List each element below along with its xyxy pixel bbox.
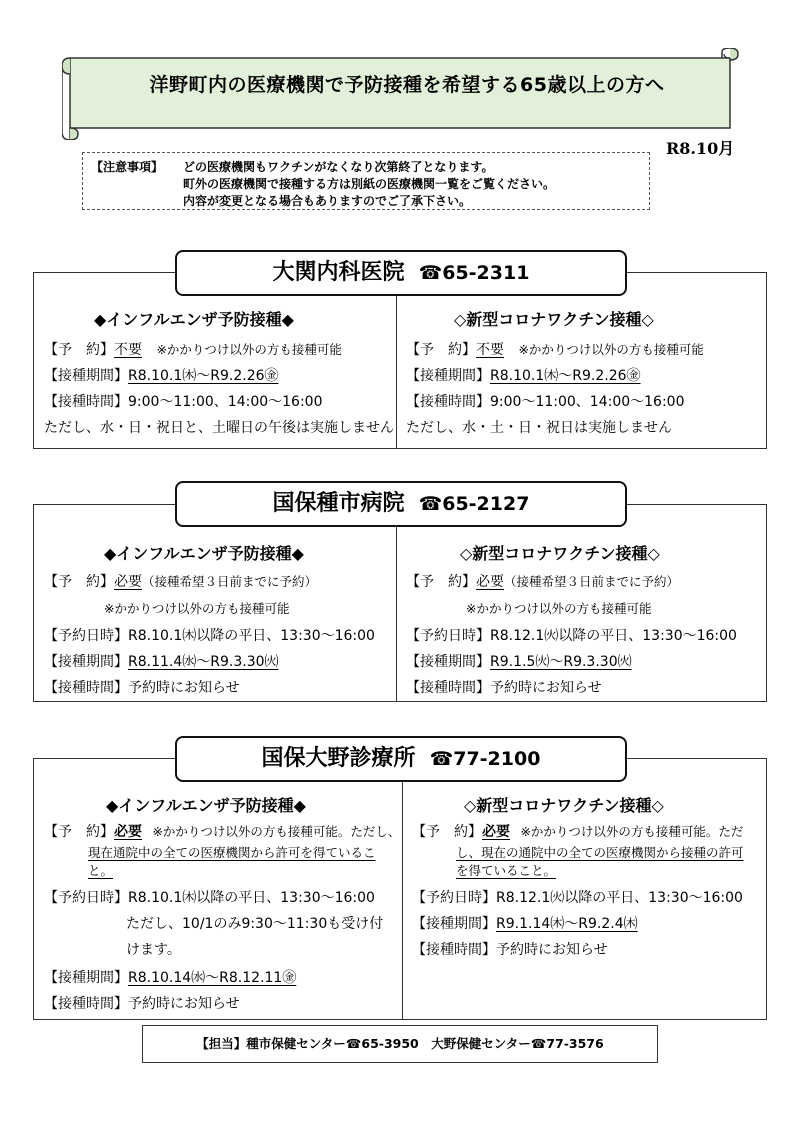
clinic-name: 国保大野診療所 [261, 746, 416, 771]
clinic-phone: ☎65-2127 [418, 493, 530, 515]
reservation-label: 【予 約】 [412, 824, 482, 840]
contact-box: 【担当】種市保健センター☎65-3950 大野保健センター☎77-3576 [142, 1025, 658, 1063]
period-row [44, 967, 296, 987]
period-row [406, 365, 641, 385]
reservation-label: 【予 約】 [406, 342, 476, 358]
period-row [44, 651, 279, 671]
booking-value: R8.12.1㈫以降の平日、13:30～16:00 [490, 628, 737, 644]
period-row [406, 651, 632, 671]
time-value: 予約時にお知らせ [128, 680, 240, 696]
booking-note: ただし、10/1のみ9:30～11:30も受け付 [126, 916, 384, 932]
booking-row [44, 887, 375, 907]
notice-line: 内容が変更となる場合もありますのでご了承下さい。 [183, 194, 472, 208]
time-value: 9:00～11:00、14:00～16:00 [128, 394, 323, 410]
time-row [44, 677, 240, 697]
exception-note: ただし、水・土・日・祝日は実施しません [406, 420, 672, 436]
clinic-title-ono [175, 736, 627, 782]
covid-heading: ◇新型コロナワクチン接種◇ [454, 310, 654, 329]
booking-label: 【予約日時】 [412, 890, 496, 906]
period-label: 【接種期間】 [44, 654, 128, 670]
reservation-label: 【予 約】 [406, 574, 476, 590]
booking-value: R8.12.1㈫以降の平日、13:30～16:00 [496, 890, 743, 906]
reservation-row [406, 339, 704, 359]
reservation-value: 必要 [114, 574, 142, 590]
reservation-note-3: と。 [88, 863, 114, 878]
exception-note: ただし、水・日・祝日と、土曜日の午後は実施しません [44, 420, 394, 436]
time-label: 【接種時間】 [44, 996, 128, 1012]
reservation-note-2: ※かかりつけ以外の方も接種可能 [466, 601, 652, 616]
period-label: 【接種期間】 [406, 368, 490, 384]
booking-value: R8.10.1㈭以降の平日、13:30～16:00 [128, 890, 375, 906]
clinic-name: 国保種市病院 [272, 491, 405, 516]
reservation-note-2: し、現在の通院中の全ての医療機関から接種の許可 [456, 845, 744, 860]
flu-heading: ◆インフルエンザ予防接種◆ [104, 544, 304, 563]
reservation-note: （接種希望３日前までに予約） [142, 574, 318, 589]
booking-label: 【予約日時】 [44, 628, 128, 644]
time-value: 予約時にお知らせ [128, 996, 240, 1012]
booking-value: R8.10.1㈭以降の平日、13:30～16:00 [128, 628, 375, 644]
booking-row [412, 887, 743, 907]
reservation-note-3: を得ていること。 [456, 863, 557, 878]
period-value: R8.11.4㈬～R9.3.30㈫ [128, 654, 279, 670]
reservation-value: 必要 [482, 824, 510, 840]
reservation-note-2: 現在通院中の全ての医療機関から許可を得ているこ [88, 845, 376, 860]
time-label: 【接種時間】 [44, 394, 128, 410]
booking-row [406, 625, 737, 645]
notice-tag: 【注意事項】 [91, 160, 164, 174]
reservation-label: 【予 約】 [44, 574, 114, 590]
time-row [406, 391, 684, 411]
booking-label: 【予約日時】 [406, 628, 490, 644]
clinic-section-taneichi [33, 504, 767, 702]
period-row [412, 913, 638, 933]
issue-date: R8.10月 [666, 139, 735, 158]
reservation-label: 【予 約】 [44, 342, 114, 358]
period-value: R9.1.5㈫～R9.3.30㈫ [490, 654, 632, 670]
reservation-note: ※かかりつけ以外の方も接種可能 [518, 342, 704, 357]
time-value: 予約時にお知らせ [490, 680, 602, 696]
reservation-note: ※かかりつけ以外の方も接種可能。ただ [520, 824, 744, 839]
time-row [412, 939, 608, 959]
period-label: 【接種期間】 [412, 916, 496, 932]
reservation-value: 不要 [114, 342, 142, 358]
time-row [44, 993, 240, 1013]
booking-row [44, 625, 375, 645]
reservation-value: 必要 [114, 824, 142, 840]
reservation-row [44, 821, 400, 841]
time-row [44, 391, 322, 411]
clinic-phone: ☎65-2311 [418, 262, 530, 284]
reservation-note-2: ※かかりつけ以外の方も接種可能 [104, 601, 290, 616]
time-label: 【接種時間】 [44, 680, 128, 696]
period-label: 【接種期間】 [406, 654, 490, 670]
reservation-note: ※かかりつけ以外の方も接種可能。ただし、 [152, 824, 401, 839]
column-divider [396, 273, 397, 448]
reservation-note: （接種希望３日前までに予約） [504, 574, 680, 589]
booking-note-2: けます。 [126, 942, 181, 958]
column-divider [396, 505, 397, 701]
reservation-row [44, 571, 317, 591]
covid-heading: ◇新型コロナワクチン接種◇ [460, 544, 660, 563]
page-title: 洋野町内の医療機関で予防接種を希望する65歳以上の方へ [149, 74, 665, 96]
time-value: 9:00～11:00、14:00～16:00 [490, 394, 685, 410]
time-label: 【接種時間】 [406, 680, 490, 696]
period-row [44, 365, 279, 385]
notice-line: 町外の医療機関で接種する方は別紙の医療機関一覧をご覧ください。 [183, 177, 556, 191]
period-label: 【接種期間】 [44, 368, 128, 384]
time-label: 【接種時間】 [412, 942, 496, 958]
clinic-title-ozeki [175, 250, 627, 296]
reservation-label: 【予 約】 [44, 824, 114, 840]
reservation-value: 必要 [476, 574, 504, 590]
reservation-row [412, 821, 743, 841]
time-label: 【接種時間】 [406, 394, 490, 410]
reservation-row [406, 571, 679, 591]
period-value: R8.10.1㈭～R9.2.26㊎ [128, 368, 279, 384]
time-value: 予約時にお知らせ [496, 942, 608, 958]
notice-line: どの医療機関もワクチンがなくなり次第終了となります。 [183, 160, 494, 174]
covid-heading: ◇新型コロナワクチン接種◇ [464, 796, 664, 815]
booking-label: 【予約日時】 [44, 890, 128, 906]
clinic-title-taneichi [175, 481, 627, 527]
title-banner [62, 48, 742, 138]
period-value: R9.1.14㈭～R9.2.4㈭ [496, 916, 638, 932]
reservation-value: 不要 [476, 342, 504, 358]
clinic-section-ozeki [33, 272, 767, 449]
clinic-phone: ☎77-2100 [429, 748, 541, 770]
notice-box [82, 152, 650, 210]
reservation-row [44, 339, 342, 359]
time-row [406, 677, 602, 697]
period-value: R8.10.14㈬～R8.12.11㊎ [128, 970, 297, 986]
reservation-note: ※かかりつけ以外の方も接種可能 [156, 342, 342, 357]
clinic-name: 大関内科医院 [272, 260, 405, 285]
period-value: R8.10.1㈭～R9.2.26㊎ [490, 368, 641, 384]
flu-heading: ◆インフルエンザ予防接種◆ [94, 310, 294, 329]
period-label: 【接種期間】 [44, 970, 128, 986]
flu-heading: ◆インフルエンザ予防接種◆ [106, 796, 306, 815]
clinic-section-ono [33, 758, 767, 1020]
column-divider [402, 759, 403, 1019]
